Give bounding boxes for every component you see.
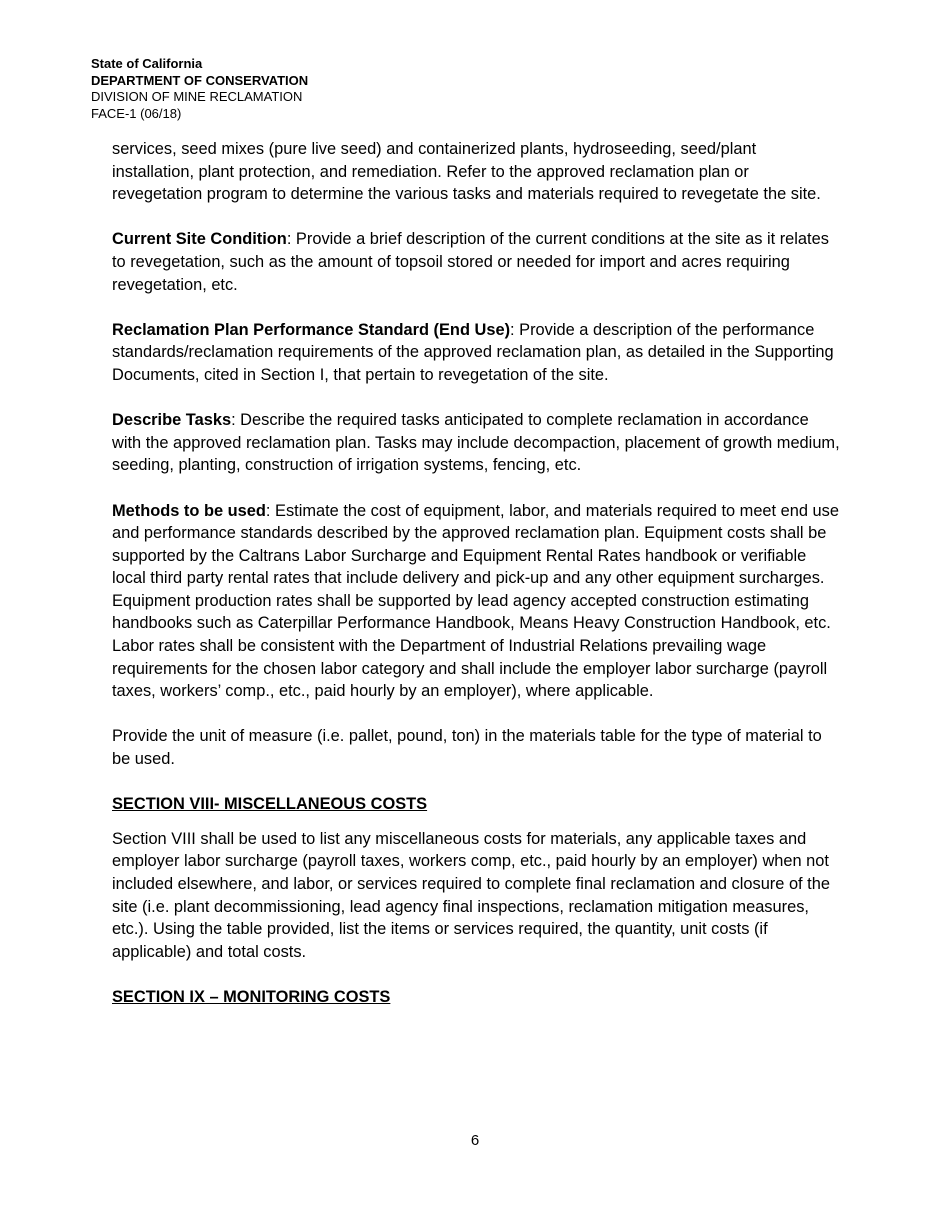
unit-measure-paragraph: Provide the unit of measure (i.e. pallet, pound, ton) in the materials table for the type of material to be used.	[112, 727, 822, 769]
document-header	[91, 56, 308, 122]
current-site-paragraph	[112, 228, 842, 296]
tasks-term: Describe Tasks	[112, 411, 232, 430]
header-division: DIVISION OF MINE RECLAMATION	[91, 89, 303, 104]
methods-paragraph	[112, 500, 842, 703]
header-state: State of California	[91, 56, 203, 71]
current-site-text: : Provide a brief description of the current conditions at the site as it relates to revegetation, such as the amount of topsoil stored or needed for import and acres requiring revegetation, etc.	[112, 230, 829, 294]
performance-paragraph	[112, 319, 842, 387]
page-number: 6	[470, 1132, 480, 1149]
section-ix-heading: SECTION IX – MONITORING COSTS	[112, 987, 391, 1006]
intro-paragraph: services, seed mixes (pure live seed) and containerized plants, hydroseeding, seed/plant installation, plant protection, and remediation. Refer to the approved reclamation plan or revegetation program to determine the various tasks and materials required to revegetate the site.	[112, 140, 821, 204]
document-body	[112, 138, 842, 1009]
tasks-paragraph	[112, 409, 842, 477]
methods-term: Methods to be used	[112, 501, 266, 520]
header-form-id: FACE-1 (06/18)	[91, 105, 182, 121]
section-viii-heading: SECTION VIII- MISCELLANEOUS COSTS	[112, 795, 428, 814]
header-department: DEPARTMENT OF CONSERVATION	[91, 72, 309, 88]
performance-text: : Provide a description of the performance standards/reclamation requirements of the approved reclamation plan, as detailed in the Supporting Documents, cited in Section I, that pertain to revegetation of the site.	[112, 320, 834, 384]
section-viii-paragraph: Section VIII shall be used to list any miscellaneous costs for materials, any applicable taxes and employer labor surcharge (payroll taxes, workers comp, etc., paid hourly by an employer) when not included elsewhere, and labor, or services required to complete final reclamation and closure of the site (i.e. plant decommissioning, lead agency final inspections, reclamation mitigation measures, etc.). Using the table provided, list the items or services required, the quantity, unit costs (if applicable) and total costs.	[112, 829, 830, 961]
methods-text: : Estimate the cost of equipment, labor, and materials required to meet end use and performance standards described by the approved reclamation plan. Equipment costs shall be supported by the Caltrans Labor Surcharge and Equipment Rental Rates handbook or verifiable local third party rental rates that include delivery and pick-up and any other equipment surcharges. Equipment production rates shall be supported by lead agency accepted construction estimating handbooks such as Caterpillar Performance Handbook, Means Heavy Construction Handbook, etc. Labor rates shall be consistent with the Department of Industrial Relations prevailing wage requirements for the chosen labor category and shall include the employer labor surcharge (payroll taxes, workers’ comp., etc., paid hourly by an employer), where applicable.	[112, 501, 839, 701]
current-site-term: Current Site Condition	[112, 230, 287, 249]
tasks-text: : Describe the required tasks anticipated to complete reclamation in accordance with the approved reclamation plan. Tasks may include decompaction, placement of growth medium, seeding, planting, construction of irrigation systems, fencing, etc.	[112, 411, 840, 475]
performance-term: Reclamation Plan Performance Standard (End Use)	[112, 320, 511, 339]
